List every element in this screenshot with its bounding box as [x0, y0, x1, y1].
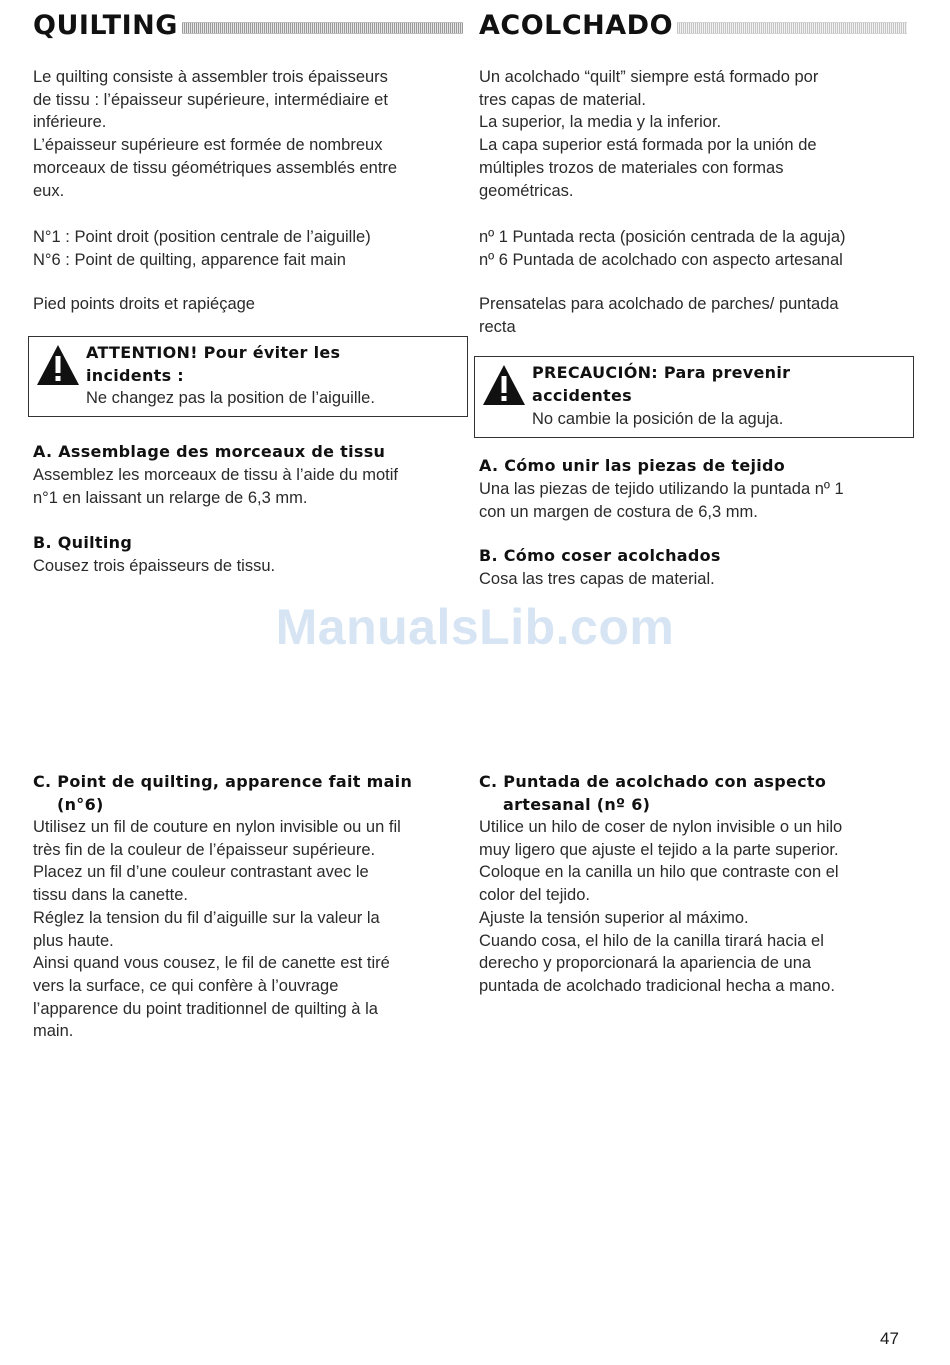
warning-title-es: PRECAUCIÓN: Para prevenir accidentes: [532, 363, 791, 405]
title-row-fr: [33, 8, 463, 42]
stitch-item: nº 1 Puntada recta (posición centrada de la aguja): [479, 228, 846, 246]
intro-line: Un acolchado “quilt” siempre está formado por: [479, 68, 819, 86]
foot-text: recta: [479, 317, 516, 336]
warning-title-fr: ATTENTION! Pour éviter les incidents :: [86, 343, 341, 385]
stitch-item: nº 6 Puntada de acolchado con aspecto artesanal: [479, 250, 843, 269]
warning-triangle-icon: [35, 343, 81, 387]
intro-es: [479, 66, 917, 202]
section-b-body-fr: Cousez trois épaisseurs de tissu.: [33, 557, 276, 575]
section-a-body-es: Una las piezas de tejido utilizando la puntada nº 1 con un margen de costura de 6,3 mm.: [479, 480, 844, 521]
intro-line: tres capas de material.: [479, 90, 646, 109]
foot-text: Prensatelas para acolchado de parches/ puntada: [479, 295, 839, 313]
intro-fr: [33, 66, 465, 202]
warning-body-fr: Ne changez pas la position de l’aiguille.: [86, 389, 375, 407]
intro-line: eux.: [33, 181, 65, 200]
warning-box-es: [474, 356, 914, 438]
section-a-body-fr: Assemblez les morceaux de tissu à l’aide du motif n°1 en laissant un relarge de 6,3 mm.: [33, 466, 398, 507]
section-c-heading-es: C. Puntada de acolchado con aspecto artesanal (nº 6): [479, 772, 827, 814]
foot-text: Pied points droits et rapiéçage: [33, 295, 255, 313]
title-row-es: [479, 8, 907, 42]
stitch-list-fr: [33, 226, 465, 271]
warning-body-es: No cambie la posición de la aguja.: [532, 410, 784, 428]
intro-line: La superior, la media y la inferior.: [479, 113, 722, 132]
title-rule-es: [677, 22, 907, 34]
foot-fr: [33, 293, 465, 316]
intro-line: de tissu : l’épaisseur supérieure, intermédiaire et: [33, 90, 388, 109]
section-c-body-es: Utilice un hilo de coser de nylon invisible o un hilo muy ligero que ajuste el tejido a la parte superior. Coloque en la canilla un hilo que contraste con el color del tejido. Ajuste la tensión superior al máximo. Cuando cosa, el hilo de la canilla tirará hacia el derecho y proporcionará la apariencia de una puntada de acolchado tradicional hecha a mano.: [479, 818, 843, 995]
page-title-fr: QUILTING: [33, 9, 178, 41]
page-number: 47: [880, 1329, 899, 1348]
page-title-es: ACOLCHADO: [479, 9, 674, 41]
stitch-list-es: [479, 226, 917, 271]
section-c-heading-fr: C. Point de quilting, apparence fait main (n°6): [33, 772, 413, 814]
section-c-body-fr: Utilisez un fil de couture en nylon invisible ou un fil très fin de la couleur de l’épaisseur supérieure. Placez un fil d’une couleur contrastant avec le tissu dans la canette. Réglez la tension du fil d’aiguille sur la valeur la plus haute. Ainsi quand vous cousez, le fil de canette est tiré vers la surface, ce qui confère à l’ouvrage l’apparence du point traditionnel de quilting à la main.: [33, 818, 401, 1041]
intro-line: geométricas.: [479, 181, 574, 200]
warning-triangle-icon: [481, 363, 527, 407]
section-b-heading-fr: B. Quilting: [33, 533, 133, 552]
title-rule-fr: [182, 22, 463, 34]
intro-line: L’épaisseur supérieure est formée de nombreux: [33, 136, 383, 155]
foot-es: [479, 293, 917, 338]
intro-line: múltiples trozos de materiales con formas: [479, 158, 784, 177]
intro-line: Le quilting consiste à assembler trois épaisseurs: [33, 68, 388, 86]
intro-line: morceaux de tissu géométriques assemblés entre: [33, 158, 398, 177]
intro-line: inférieure.: [33, 113, 107, 132]
stitch-item: N°6 : Point de quilting, apparence fait main: [33, 250, 346, 269]
watermark: ManualsLib.com: [275, 599, 675, 655]
intro-line: La capa superior está formada por la unión de: [479, 136, 817, 155]
warning-box-fr: [28, 336, 468, 417]
section-a-heading-fr: A. Assemblage des morceaux de tissu: [33, 442, 386, 461]
section-b-body-es: Cosa las tres capas de material.: [479, 570, 715, 588]
section-a-heading-es: A. Cómo unir las piezas de tejido: [479, 456, 786, 475]
section-b-heading-es: B. Cómo coser acolchados: [479, 546, 721, 565]
stitch-item: N°1 : Point droit (position centrale de l’aiguille): [33, 228, 371, 246]
